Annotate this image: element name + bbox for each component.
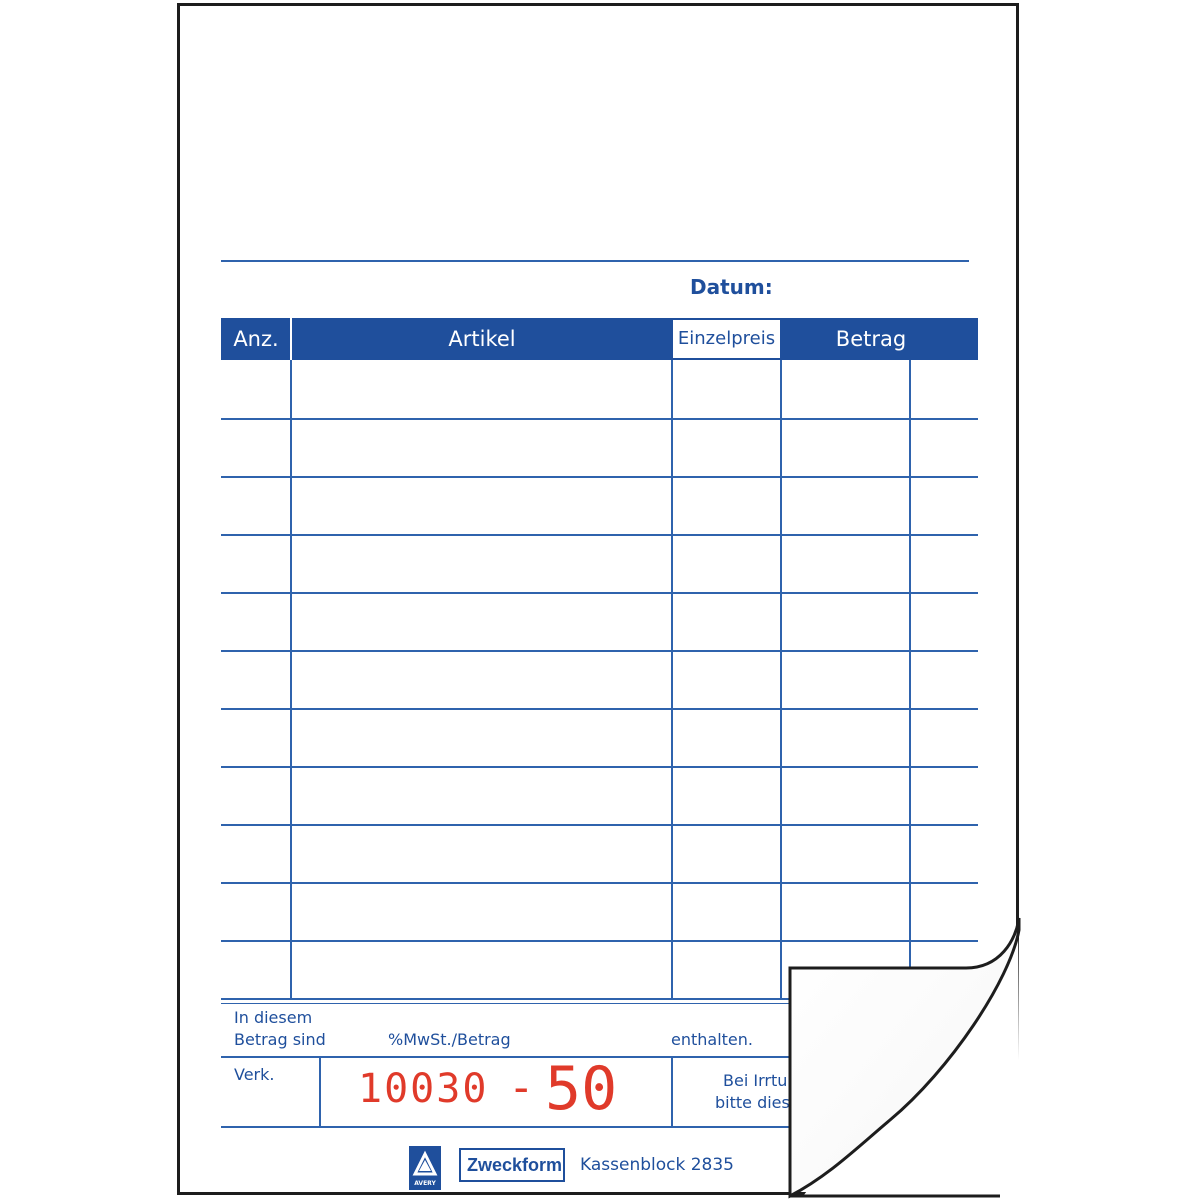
zweckform-logo-text: Zweckform [467,1155,563,1175]
table-row-line [221,650,978,652]
footer-rule [221,1126,811,1128]
column-line [290,360,292,1000]
serial-divider [671,1058,673,1126]
date-label: Datum: [690,275,773,299]
header-divider [290,318,292,360]
vat-line-1: In diesem [234,1008,313,1027]
vat-line-2: Betrag sind [234,1030,326,1049]
header-divider [780,318,782,360]
vat-middle: %MwSt./Betrag [388,1030,511,1049]
column-header-anz: Anz. [233,327,279,351]
table-row-line [221,592,978,594]
serial-number: 10030 [358,1066,489,1112]
seller-label: Verk. [234,1065,275,1084]
serial-dash: - [508,1062,535,1113]
table-row-line [221,708,978,710]
table-row-line [221,882,978,884]
top-rule [221,260,969,262]
table-row-line [221,766,978,768]
product-name: Kassenblock 2835 [580,1155,734,1175]
column-line [671,360,673,1000]
table-row-line [221,534,978,536]
page-curl [770,900,1030,1200]
column-header-artikel: Artikel [448,327,516,351]
table-row-line [221,476,978,478]
avery-logo-text: AVERY [414,1180,436,1187]
table-row-line [221,824,978,826]
table-row-line [221,418,978,420]
zweckform-logo [459,1148,565,1182]
notice-line-2-left: bitte dies [715,1093,790,1112]
avery-logo [409,1146,441,1190]
notice-line-1-left: Bei Irrtu [723,1071,788,1090]
vat-end: enthalten. [671,1030,753,1049]
column-header-einzelpreis: Einzelpreis [673,318,780,360]
serial-copy-number: 50 [545,1054,618,1124]
header-divider [671,318,673,360]
seller-divider [319,1058,321,1126]
column-header-betrag: Betrag [835,327,907,351]
